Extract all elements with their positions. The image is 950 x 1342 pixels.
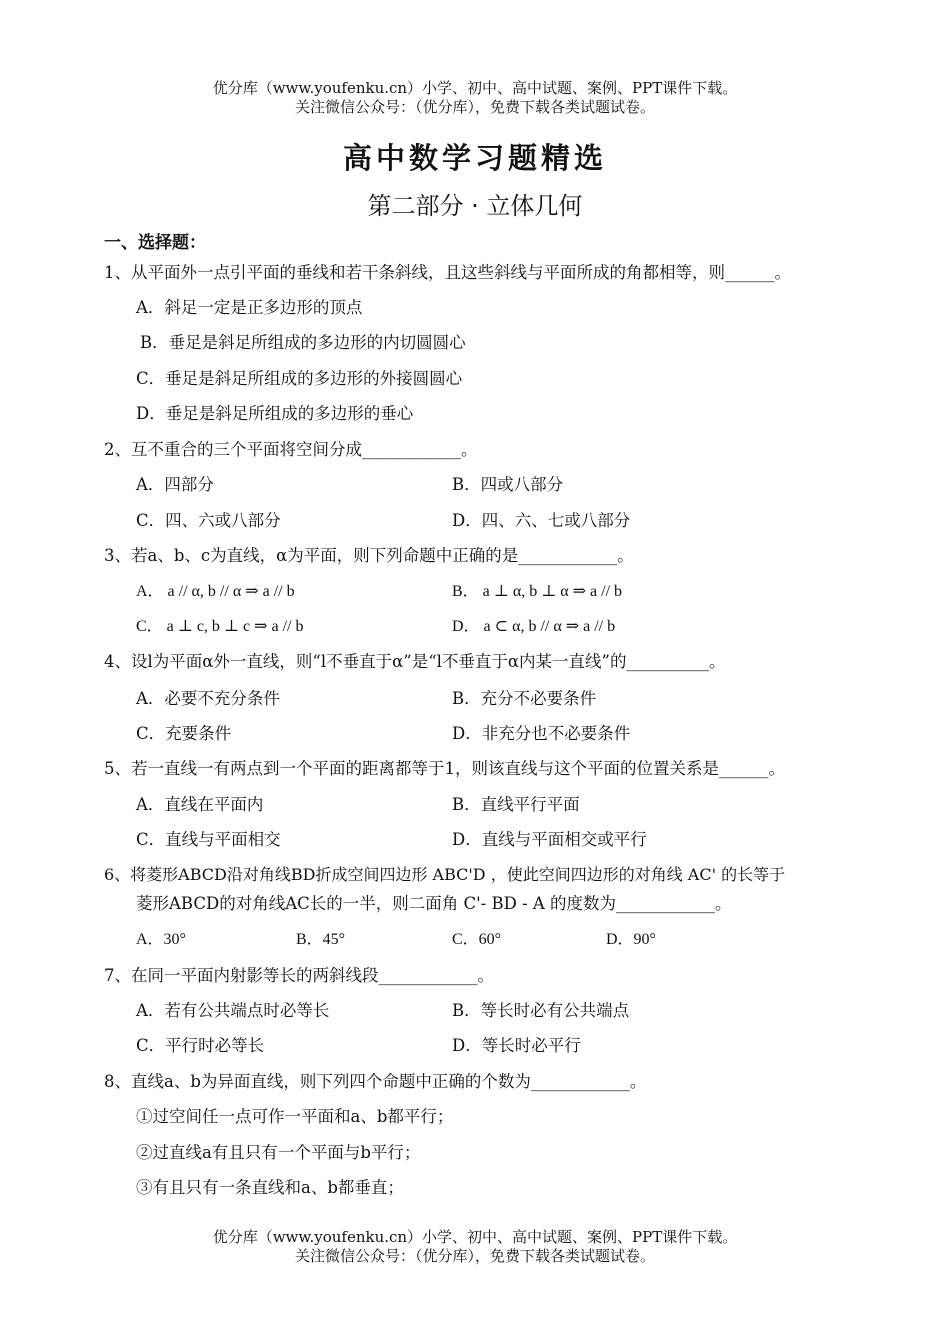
question-2-option-a: A．四部分 — [136, 475, 214, 494]
question-2-option-d: D．四、六、七或八部分 — [452, 511, 631, 530]
question-4-option-d: D．非充分也不必要条件 — [452, 724, 631, 743]
question-4-option-c: C．充要条件 — [136, 724, 232, 743]
page-subtitle: 第二部分 · 立体几何 — [367, 192, 583, 220]
section-heading: 一、选择题： — [104, 233, 206, 253]
question-5-option-b: B．直线平行平面 — [452, 795, 580, 814]
question-8-statement-2: ②过直线a有且只有一个平面与b平行； — [136, 1143, 421, 1162]
question-7-option-b: B．等长时必有公共端点 — [452, 1001, 630, 1020]
question-5-option-c: C．直线与平面相交 — [136, 830, 281, 849]
question-7-option-c: C．平行时必等长 — [136, 1036, 265, 1055]
question-7-option-a: A．若有公共端点时必等长 — [136, 1001, 330, 1020]
question-8-statement-1: ①过空间任一点可作一平面和a、b都平行； — [136, 1107, 454, 1126]
question-1-option-b: B．垂足是斜足所组成的多边形的内切圆圆心 — [140, 333, 466, 352]
question-8-statement-3: ③有且只有一条直线和a、b都垂直； — [136, 1178, 404, 1197]
question-1-option-c: C．垂足是斜足所组成的多边形的外接圆圆心 — [136, 369, 463, 388]
question-3-option-a: A． a // α, b // α ⇒ a // b — [136, 583, 295, 600]
question-3-stem: 3、若a、b、c为直线，α为平面，则下列命题中正确的是____________。 — [104, 546, 634, 565]
header-line-1: 优分库（www.youfenku.cn）小学、初中、高中试题、案例、PPT课件下载。 — [212, 79, 738, 97]
page-title: 高中数学习题精选 — [342, 141, 607, 175]
question-3-option-c: C． a ⊥ c, b ⊥ c ⇒ a // b — [136, 618, 304, 635]
question-6-option-c: C．60° — [452, 931, 502, 948]
question-5-stem: 5、若一直线一有两点到一个平面的距离都等于1，则该直线与这个平面的位置关系是______。 — [104, 759, 785, 778]
footer-line-1: 优分库（www.youfenku.cn）小学、初中、高中试题、案例、PPT课件下载。 — [212, 1228, 738, 1246]
question-5-option-a: A．直线在平面内 — [136, 795, 264, 814]
question-6-option-a: A．30° — [136, 931, 186, 948]
question-4-stem: 4、设l为平面α外一直线，则“l不垂直于α”是“l不垂直于α内某一直线”的__________。 — [104, 652, 726, 671]
question-1-stem: 1、从平面外一点引平面的垂线和若干条斜线，且这些斜线与平面所成的角都相等，则______。 — [104, 263, 791, 282]
question-6-option-d: D．90° — [606, 931, 656, 948]
question-4-option-a: A．必要不充分条件 — [136, 689, 280, 708]
question-1-option-d: D．垂足是斜足所组成的多边形的垂心 — [136, 404, 414, 423]
question-4-option-b: B．充分不必要条件 — [452, 689, 597, 708]
question-1-option-a: A．斜足一定是正多边形的顶点 — [136, 298, 363, 317]
header-line-2: 关注微信公众号：（优分库），免费下载各类试题试卷。 — [294, 98, 655, 116]
question-6-option-b: B．45° — [296, 931, 346, 948]
question-2-option-c: C．四、六或八部分 — [136, 511, 281, 530]
footer-line-2: 关注微信公众号：（优分库），免费下载各类试题试卷。 — [294, 1247, 655, 1265]
question-6-stem-line-2: 菱形ABCD的对角线AC长的一半，则二面角 C'- BD - A 的度数为____________。 — [136, 894, 732, 913]
question-7-stem: 7、在同一平面内射影等长的两斜线段____________。 — [104, 966, 494, 985]
question-5-option-d: D．直线与平面相交或平行 — [452, 830, 647, 849]
question-6-stem-line-1: 6、将菱形ABCD沿对角线BD折成空间四边形 ABC'D ，使此空间四边形的对角线 AC' 的长等于 — [104, 865, 786, 884]
question-2-stem: 2、互不重合的三个平面将空间分成____________。 — [104, 440, 478, 459]
question-3-option-d: D． a ⊂ α, b // α ⇒ a // b — [452, 618, 616, 635]
question-3-option-b: B． a ⊥ α, b ⊥ α ⇒ a // b — [452, 583, 623, 600]
page-header — [0, 79, 950, 117]
question-2-option-b: B．四或八部分 — [452, 475, 564, 494]
question-8-stem: 8、直线a、b为异面直线，则下列四个命题中正确的个数为____________。 — [104, 1072, 647, 1091]
page-footer — [0, 1228, 950, 1266]
question-7-option-d: D．等长时必平行 — [452, 1036, 581, 1055]
